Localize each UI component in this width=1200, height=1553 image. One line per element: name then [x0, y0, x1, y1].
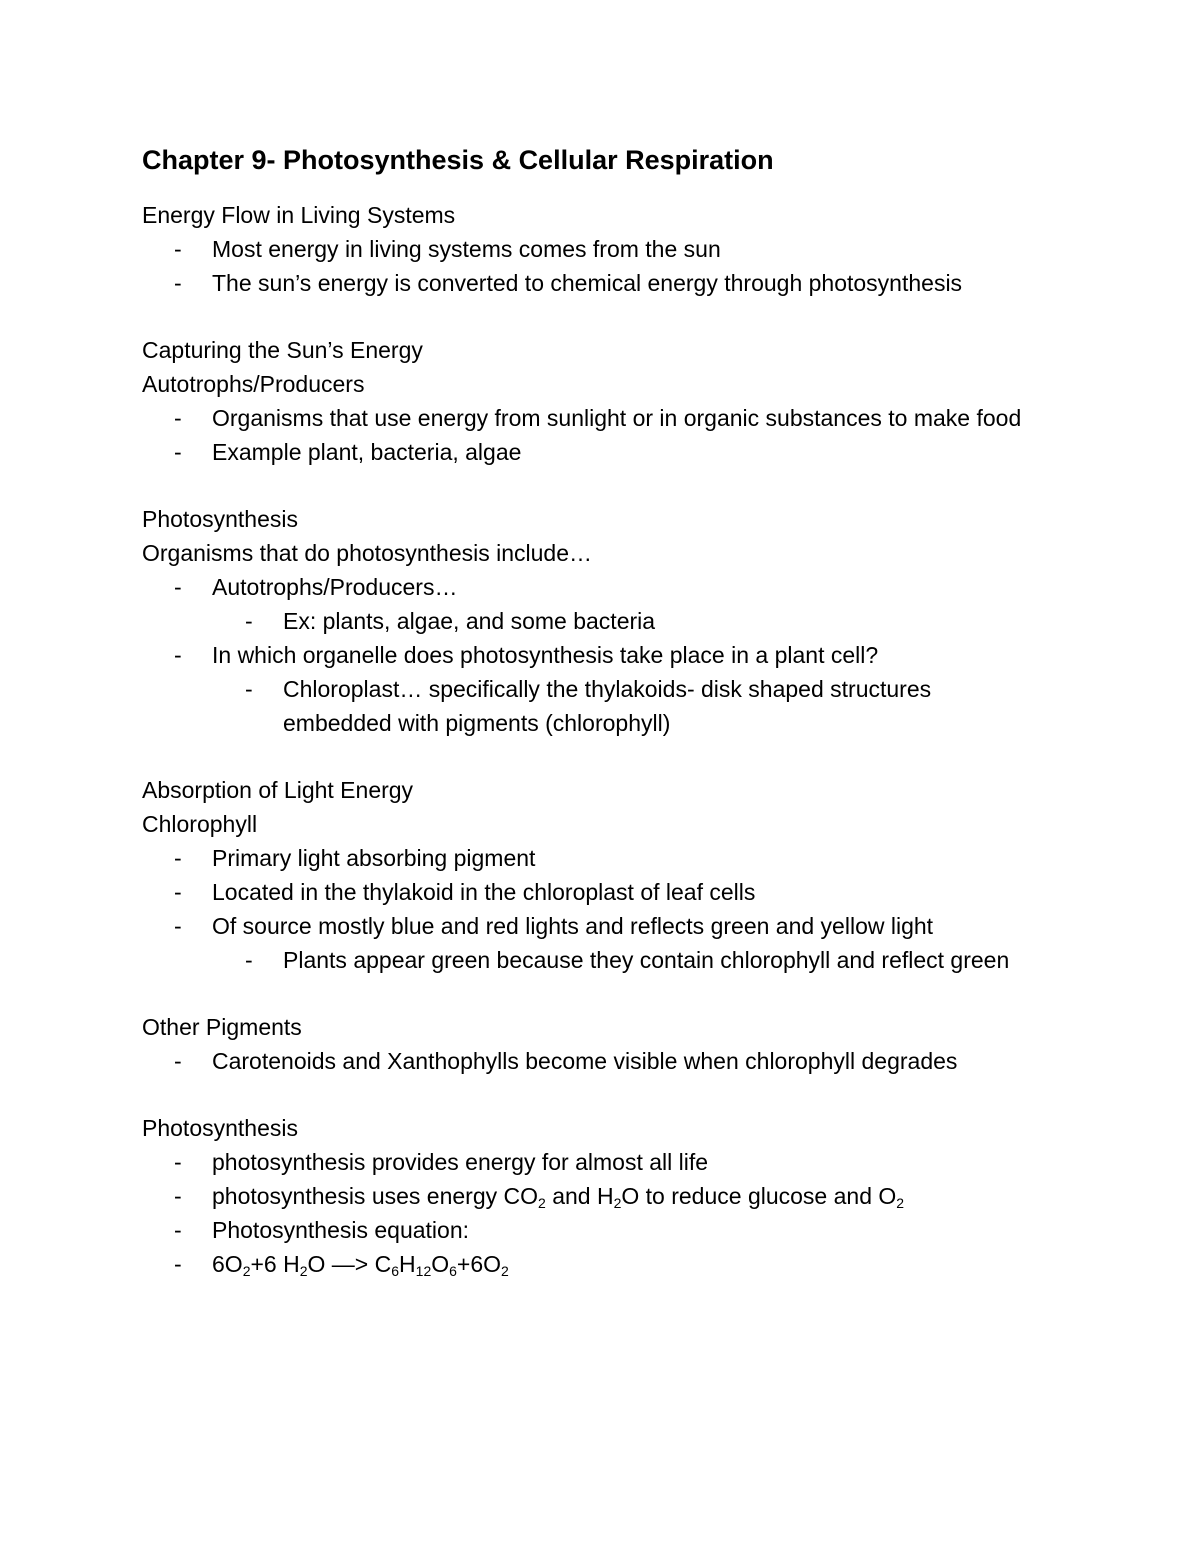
bullet-dash: - [174, 574, 182, 600]
section-heading-other-pigments: Other Pigments [142, 1014, 302, 1040]
bullet-text: The sun’s energy is converted to chemical energy through photosynthesis [212, 270, 963, 296]
bullet-item [142, 401, 1102, 435]
spacer [142, 1078, 1102, 1111]
bullet-dash: - [174, 1048, 182, 1074]
section-heading-energy-flow: Energy Flow in Living Systems [142, 202, 456, 228]
bullet-text: Ex: plants, algae, and some bacteria [283, 608, 656, 634]
bullet-dash: - [174, 270, 182, 296]
bullet-text: Located in the thylakoid in the chloroplast of leaf cells [212, 879, 756, 905]
bullet-dash: - [245, 947, 253, 973]
bullet-dash: - [174, 236, 182, 262]
bullet-dash: - [174, 1251, 182, 1277]
subscript: 12 [415, 1263, 432, 1279]
bullet-text: Autotrophs/Producers… [212, 574, 458, 600]
bullet-dash: - [174, 405, 182, 431]
document-page [142, 140, 1102, 1281]
subscript: 2 [242, 1263, 251, 1279]
bullet-text: Plants appear green because they contain chlorophyll and reflect green [283, 947, 1010, 973]
equation-text [212, 1251, 509, 1277]
bullet-item [142, 638, 1102, 672]
subscript: 2 [501, 1263, 509, 1279]
bullet-item [142, 232, 1102, 266]
section-subheading-chlorophyll: Chlorophyll [142, 811, 258, 837]
subscript: 2 [299, 1263, 308, 1279]
bullet-text: Carotenoids and Xanthophylls become visible when chlorophyll degrades [212, 1048, 958, 1074]
section-heading-photosynthesis-2: Photosynthesis [142, 1115, 298, 1141]
text-run: O —> C [307, 1251, 392, 1277]
bullet-dash: - [174, 1149, 182, 1175]
spacer [142, 977, 1102, 1010]
spacer [142, 469, 1102, 502]
bullet-item [142, 570, 1102, 604]
bullet-item [142, 435, 1102, 469]
document-title: Chapter 9- Photosynthesis & Cellular Respiration [142, 145, 774, 175]
bullet-dash: - [245, 676, 253, 702]
sub-bullet-item [142, 604, 1102, 638]
bullet-item [142, 1145, 1102, 1179]
bullet-dash: - [174, 1183, 182, 1209]
bullet-text: In which organelle does photosynthesis take place in a plant cell? [212, 642, 879, 668]
bullet-dash: - [174, 642, 182, 668]
sub-bullet-item [142, 672, 1102, 740]
bullet-item [142, 909, 1102, 943]
bullet-item [142, 1179, 1102, 1213]
bullet-text: Of source mostly blue and red lights and reflects green and yellow light [212, 913, 934, 939]
text-run: 6O [212, 1251, 243, 1277]
bullet-dash: - [174, 439, 182, 465]
text-run: O to reduce glucose and O [621, 1183, 897, 1209]
subscript: 2 [896, 1195, 905, 1211]
section-heading-capturing: Capturing the Sun’s Energy [142, 337, 423, 363]
bullet-item [142, 841, 1102, 875]
bullet-text: Chloroplast… specifically the thylakoids- disk shaped structures embedded with pigments (chlorophyll) [283, 676, 932, 736]
bullet-text: Most energy in living systems comes from the sun [212, 236, 721, 262]
subscript: 6 [391, 1263, 400, 1279]
bullet-item [142, 1213, 1102, 1247]
bullet-item [142, 266, 1102, 300]
bullet-text: Photosynthesis equation: [212, 1217, 470, 1243]
section-heading-absorption: Absorption of Light Energy [142, 777, 414, 803]
bullet-dash: - [245, 608, 253, 634]
spacer [142, 300, 1102, 333]
text-run: O [431, 1251, 450, 1277]
text-run: +6O [456, 1251, 502, 1277]
subscript: 2 [613, 1195, 622, 1211]
text-run: +6 H [250, 1251, 300, 1277]
bullet-text: Organisms that use energy from sunlight or in organic substances to make food [212, 405, 1022, 431]
bullet-dash: - [174, 879, 182, 905]
bullet-text: photosynthesis provides energy for almost all life [212, 1149, 709, 1175]
bullet-item [142, 875, 1102, 909]
bullet-text [212, 1183, 904, 1209]
text-run: photosynthesis uses energy CO [212, 1183, 539, 1209]
sub-bullet-item [142, 943, 1102, 977]
bullet-dash: - [174, 1217, 182, 1243]
bullet-dash: - [174, 913, 182, 939]
bullet-item-equation [142, 1247, 1102, 1281]
section-subheading-autotrophs: Autotrophs/Producers [142, 371, 365, 397]
section-subheading-organisms: Organisms that do photosynthesis include… [142, 540, 593, 566]
bullet-dash: - [174, 845, 182, 871]
subscript: 6 [449, 1263, 457, 1279]
text-run: and H [545, 1183, 614, 1209]
bullet-text: Example plant, bacteria, algae [212, 439, 522, 465]
text-run: H [399, 1251, 416, 1277]
bullet-item [142, 1044, 1102, 1078]
spacer [142, 740, 1102, 773]
subscript: 2 [538, 1195, 546, 1211]
section-heading-photosynthesis: Photosynthesis [142, 506, 298, 532]
bullet-text: Primary light absorbing pigment [212, 845, 536, 871]
